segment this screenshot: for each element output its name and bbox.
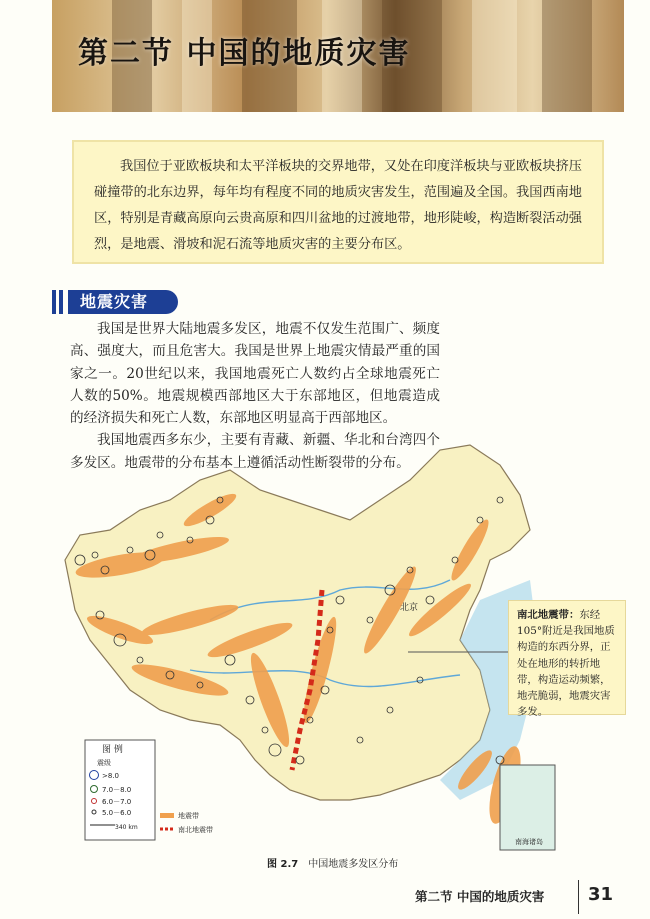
figure-title: 中国地震多发区分布 [308,859,399,870]
intro-box [72,140,604,264]
annotation-title: 南北地震带： [517,609,580,621]
legend-mag-4: 5.0－6.0 [102,809,132,817]
section-bars-icon [52,290,63,314]
paragraph-2: 我国地震西多东少，主要有青藏、新疆、华北和台湾四个多发区。地震带的分布基本上遵循活动性断裂带的分布。 [70,432,440,471]
footer-section: 第二节 中国的地质灾害 [415,889,545,904]
figure-number: 图 2.7 [267,859,299,870]
legend-title: 图 例 [102,745,123,755]
legend-mag-1: >8.0 [102,772,119,780]
chapter-banner [52,0,624,112]
legend-mag-2: 7.0－8.0 [102,786,132,794]
legend-subtitle: 震级 [97,759,111,767]
map-legend [85,740,213,840]
paragraph-1: 我国是世界大陆地震多发区，地震不仅发生范围广、频度高、强度大，而且危害大。我国是世界上地震灾情最严重的国家之一。20世纪以来，我国地震死亡人数约占全球地震死亡人数的50%。地震规模西部地区大于东部地区，但地震造成的经济损失和死亡人数，东部地区明显高于西部地区。 [70,321,440,427]
south-sea-label: 南海诸岛 [515,838,543,846]
section-heading [52,290,178,314]
legend-ns-belt: 南北地震带 [178,826,213,834]
legend-scale: 340 km [115,824,138,831]
footer-divider [578,880,579,914]
intro-text: 我国位于亚欧板块和太平洋板块的交界地带，又处在印度洋板块与亚欧板块挤压碰撞带的北东边界，每年均有程度不同的地质灾害发生，范围遍及全国。我国西南地区，特别是青藏高原向云贵高原和四川盆地的过渡地带，地形陡峻，构造断裂活动强烈，是地震、滑坡和泥石流等地质灾害的主要分布区。 [94,159,582,252]
chapter-title: 第二节 中国的地质灾害 [78,36,411,71]
legend-belt: 地震带 [178,812,199,820]
section-title: 地震灾害 [68,290,178,314]
annotation-box [508,600,626,719]
china-earthquake-map [60,440,560,860]
figure-caption [267,855,398,870]
annotation-text: 东经105°附近是我国地质构造的东西分界，正处在地形的转折地带，构造运动频繁，地壳脆弱，地震灾害多发。 [517,609,615,719]
legend-mag-3: 6.0－7.0 [102,798,132,806]
beijing-label: 北京 [400,603,419,613]
page-number: 31 [588,884,614,905]
